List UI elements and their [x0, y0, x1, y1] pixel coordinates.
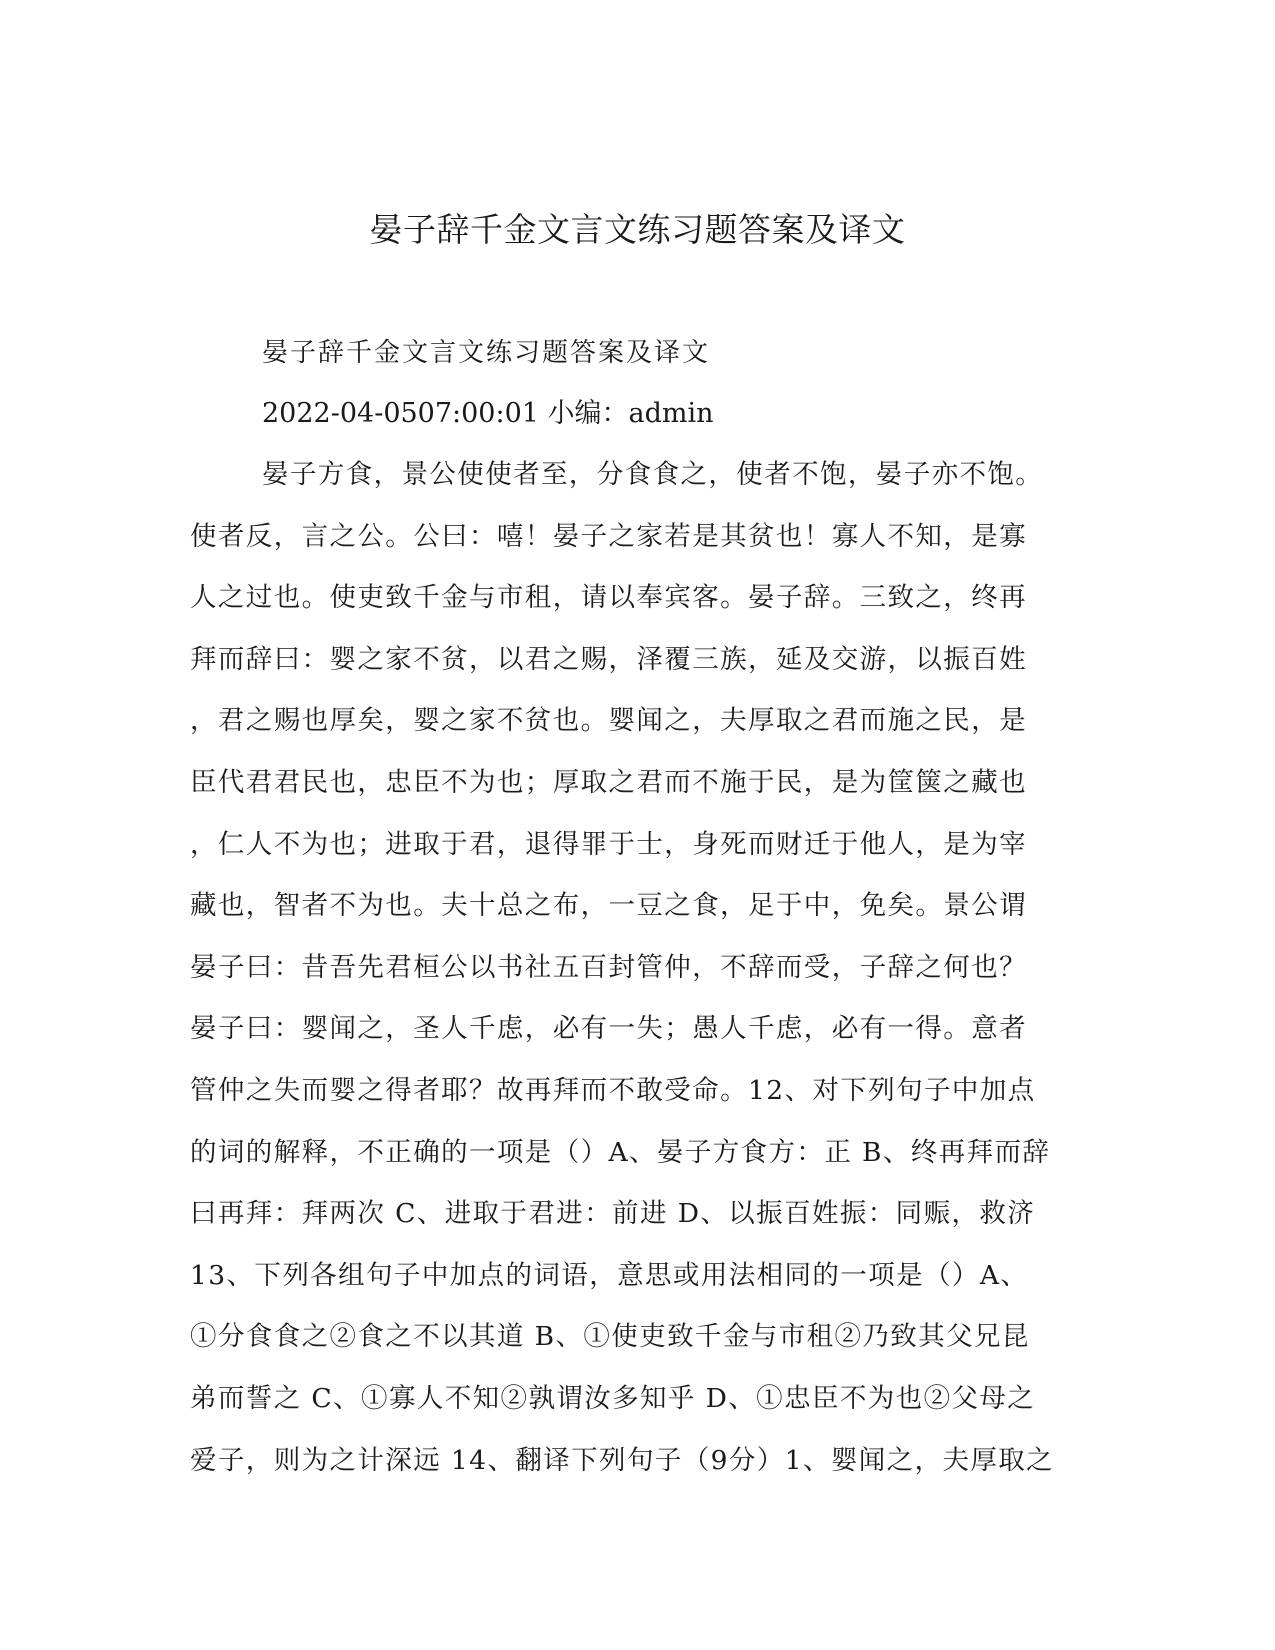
body-line: 人之过也。使吏致千金与市租，请以奉宾客。晏子辞。三致之，终再: [190, 582, 1027, 614]
body-line: 管仲之失而婴之得者耶？故再拜而不敢受命。12、对下列句子中加点: [190, 1074, 1036, 1106]
body-line: 弟而誓之 C、①寡人不知②孰谓汝多知乎 D、①忠臣不为也②父母之: [190, 1382, 1036, 1414]
body-line: 13、下列各组句子中加点的词语，意思或用法相同的一项是（）A、: [190, 1259, 1029, 1291]
body-line: 使者反，言之公。公曰：嘻！晏子之家若是其贫也！寡人不知，是寡: [190, 520, 1027, 552]
article-body: [190, 455, 1090, 1502]
body-line: ，君之赐也厚矣，婴之家不贫也。婴闻之，夫厚取之君而施之民，是: [190, 705, 1027, 737]
body-line: ，仁人不为也；进取于君，退得罪于士，身死而财迁于他人，是为宰: [190, 828, 1027, 860]
body-line: 藏也，智者不为也。夫十总之布，一豆之食，足于中，免矣。景公谓: [190, 890, 1027, 922]
body-line: 拜而辞曰：婴之家不贫，以君之赐，泽覆三族，延及交游，以振百姓: [190, 643, 1027, 675]
body-line: 曰再拜：拜两次 C、进取于君进：前进 D、以振百姓振：同赈，救济: [190, 1198, 1036, 1230]
body-line: 臣代君君民也，忠臣不为也；厚取之君而不施于民，是为筐箧之藏也: [190, 766, 1027, 798]
document-title: 晏子辞千金文言文练习题答案及译文: [369, 210, 906, 249]
body-line: 晏子方食，景公使使者至，分食食之，使者不饱，晏子亦不饱。: [262, 459, 1044, 490]
body-line: ①分食食之②食之不以其道 B、①使吏致千金与市租②乃致其父兄昆: [190, 1321, 1030, 1353]
body-line: 晏子曰：婴闻之，圣人千虑，必有一失；愚人千虑，必有一得。意者: [190, 1013, 1027, 1045]
body-line: 晏子曰：昔吾先君桓公以书社五百封管仲，不辞而受，子辞之何也？: [190, 951, 1027, 983]
body-line: 爱子，则为之计深远 14、翻译下列句子（9分）1、婴闻之，夫厚取之: [190, 1444, 1055, 1476]
document-subtitle: 晏子辞千金文言文练习题答案及译文: [262, 338, 711, 368]
publish-meta: 2022-04-0507:00:01 小编：admin: [262, 398, 714, 429]
body-line: 的词的解释，不正确的一项是（）A、晏子方食方：正 B、终再拜而辞: [190, 1136, 1051, 1168]
